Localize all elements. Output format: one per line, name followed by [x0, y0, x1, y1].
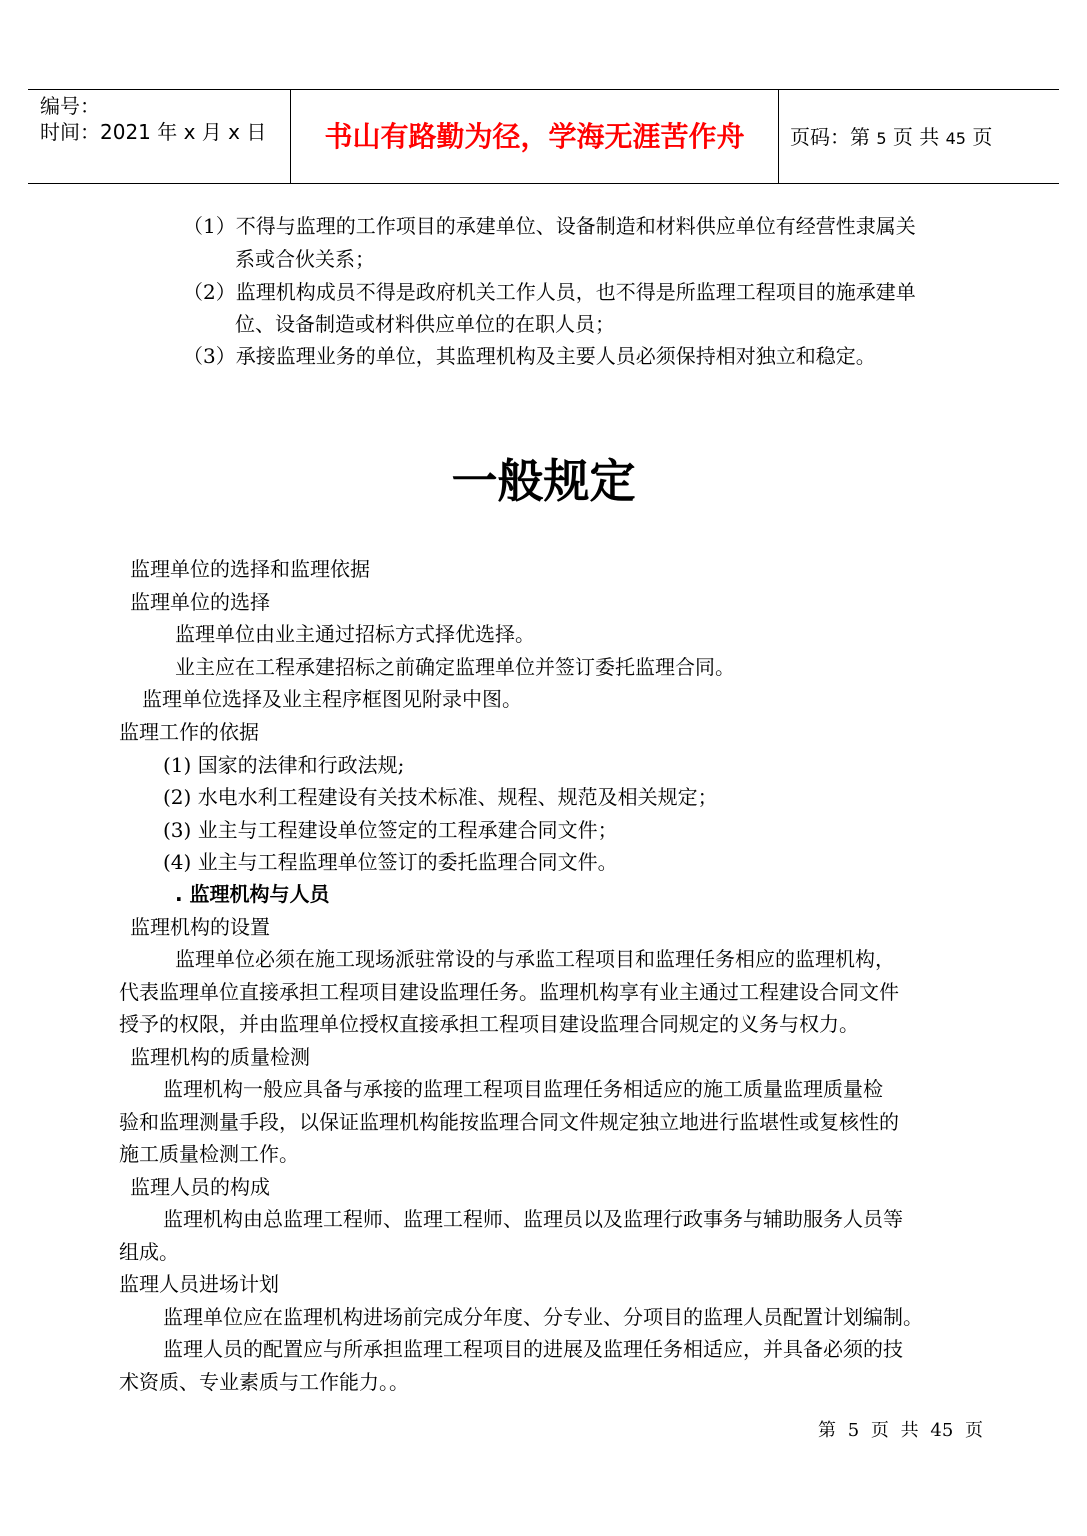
paragraph-quality-line-3: 施工质量检测工作。 [119, 1142, 299, 1166]
subheading-organization-setup: 监理机构的设置 [130, 915, 270, 939]
footer-prefix: 第 [818, 1420, 836, 1441]
basis-item-3: (3) 业主与工程建设单位签定的工程承建合同文件； [163, 818, 618, 842]
intro-item-2-line-1: （2）监理机构成员不得是政府机关工作人员，也不得是所监理工程项目的施承建单 [183, 280, 916, 304]
footer-total-pages: 45 [930, 1420, 954, 1441]
intro-item-3: （3）承接监理业务的单位，其监理机构及主要人员必须保持相对独立和稳定。 [183, 344, 876, 368]
paragraph-staffing-line-1: 监理人员的配置应与所承担监理工程项目的进展及监理任务相适应，并具备必须的技 [163, 1337, 903, 1361]
subheading-selection: 监理单位的选择 [130, 590, 270, 614]
page-mid: 页 共 [892, 125, 940, 149]
paragraph-selection-3: 监理单位选择及业主程序框图见附录中图。 [142, 687, 522, 711]
paragraph-organization-line-3: 授予的权限，并由监理单位授权直接承担工程项目建设监理合同规定的义务与权力。 [119, 1012, 859, 1036]
page-prefix: 页码：第 [790, 125, 870, 149]
heading-selection-and-basis: 监理单位的选择和监理依据 [130, 557, 370, 581]
paragraph-selection-1: 监理单位由业主通过招标方式择优选择。 [175, 622, 535, 646]
subheading-basis: 监理工作的依据 [119, 720, 259, 744]
header-motto: 书山有路勤为径，学海无涯苦作舟 [324, 120, 745, 153]
basis-item-2: (2) 水电水利工程建设有关技术标准、规程、规范及相关规定； [163, 785, 718, 809]
paragraph-personnel-line-2: 组成。 [119, 1240, 179, 1264]
header-page-cell [778, 90, 1059, 183]
header-page-indicator [790, 124, 992, 152]
page-footer [818, 1419, 989, 1443]
paragraph-organization-line-2: 代表监理单位直接承担工程项目建设监理任务。监理机构享有业主通过工程建设合同文件 [119, 980, 899, 1004]
subheading-quality-testing: 监理机构的质量检测 [130, 1045, 310, 1069]
subheading-personnel-composition: 监理人员的构成 [130, 1175, 270, 1199]
intro-item-1-line-2: 系或合伙关系； [235, 247, 375, 271]
intro-item-2-line-2: 位、设备制造或材料供应单位的在职人员； [235, 312, 615, 336]
paragraph-selection-2: 业主应在工程承建招标之前确定监理单位并签订委托监理合同。 [175, 655, 735, 679]
intro-item-1-line-1: （1）不得与监理的工作项目的承建单位、设备制造和材料供应单位有经营性隶属关 [183, 214, 916, 238]
document-header [28, 89, 1059, 184]
header-info-cell [28, 90, 290, 183]
footer-current-page: 5 [847, 1420, 860, 1441]
paragraph-personnel-line-1: 监理机构由总监理工程师、监理工程师、监理员以及监理行政事务与辅助服务人员等 [163, 1207, 903, 1231]
page-total: 45 [945, 129, 966, 148]
subheading-entry-plan: 监理人员进场计划 [119, 1272, 279, 1296]
header-motto-cell [290, 90, 779, 183]
basis-item-4: (4) 业主与工程监理单位签订的委托监理合同文件。 [163, 850, 618, 874]
paragraph-quality-line-2: 验和监理测量手段，以保证监理机构能按监理合同文件规定独立地进行监堪性或复核性的 [119, 1110, 899, 1134]
basis-item-1: (1) 国家的法律和行政法规; [163, 753, 405, 777]
paragraph-staffing-line-2: 术资质、专业素质与工作能力。。 [119, 1370, 409, 1394]
section-title: 一般规定 [451, 454, 636, 508]
heading-organization-and-personnel: . 监理机构与人员 [175, 882, 330, 906]
page-current: 5 [876, 129, 887, 148]
paragraph-organization-line-1: 监理单位必须在施工现场派驻常设的与承监工程项目和监理任务相应的监理机构， [175, 947, 895, 971]
document-time-label: 时间：2021 年 x 月 x 日 [40, 120, 267, 144]
document-number-label: 编号： [40, 94, 100, 118]
paragraph-entry-plan: 监理单位应在监理机构进场前完成分年度、分专业、分项目的监理人员配置计划编制。 [163, 1305, 923, 1329]
footer-suffix: 页 [965, 1420, 984, 1441]
paragraph-quality-line-1: 监理机构一般应具备与承接的监理工程项目监理任务相适应的施工质量监理质量检 [163, 1077, 883, 1101]
page-suffix: 页 [972, 125, 993, 149]
footer-page-word: 页 [870, 1420, 889, 1441]
footer-total-word: 共 [900, 1420, 919, 1441]
